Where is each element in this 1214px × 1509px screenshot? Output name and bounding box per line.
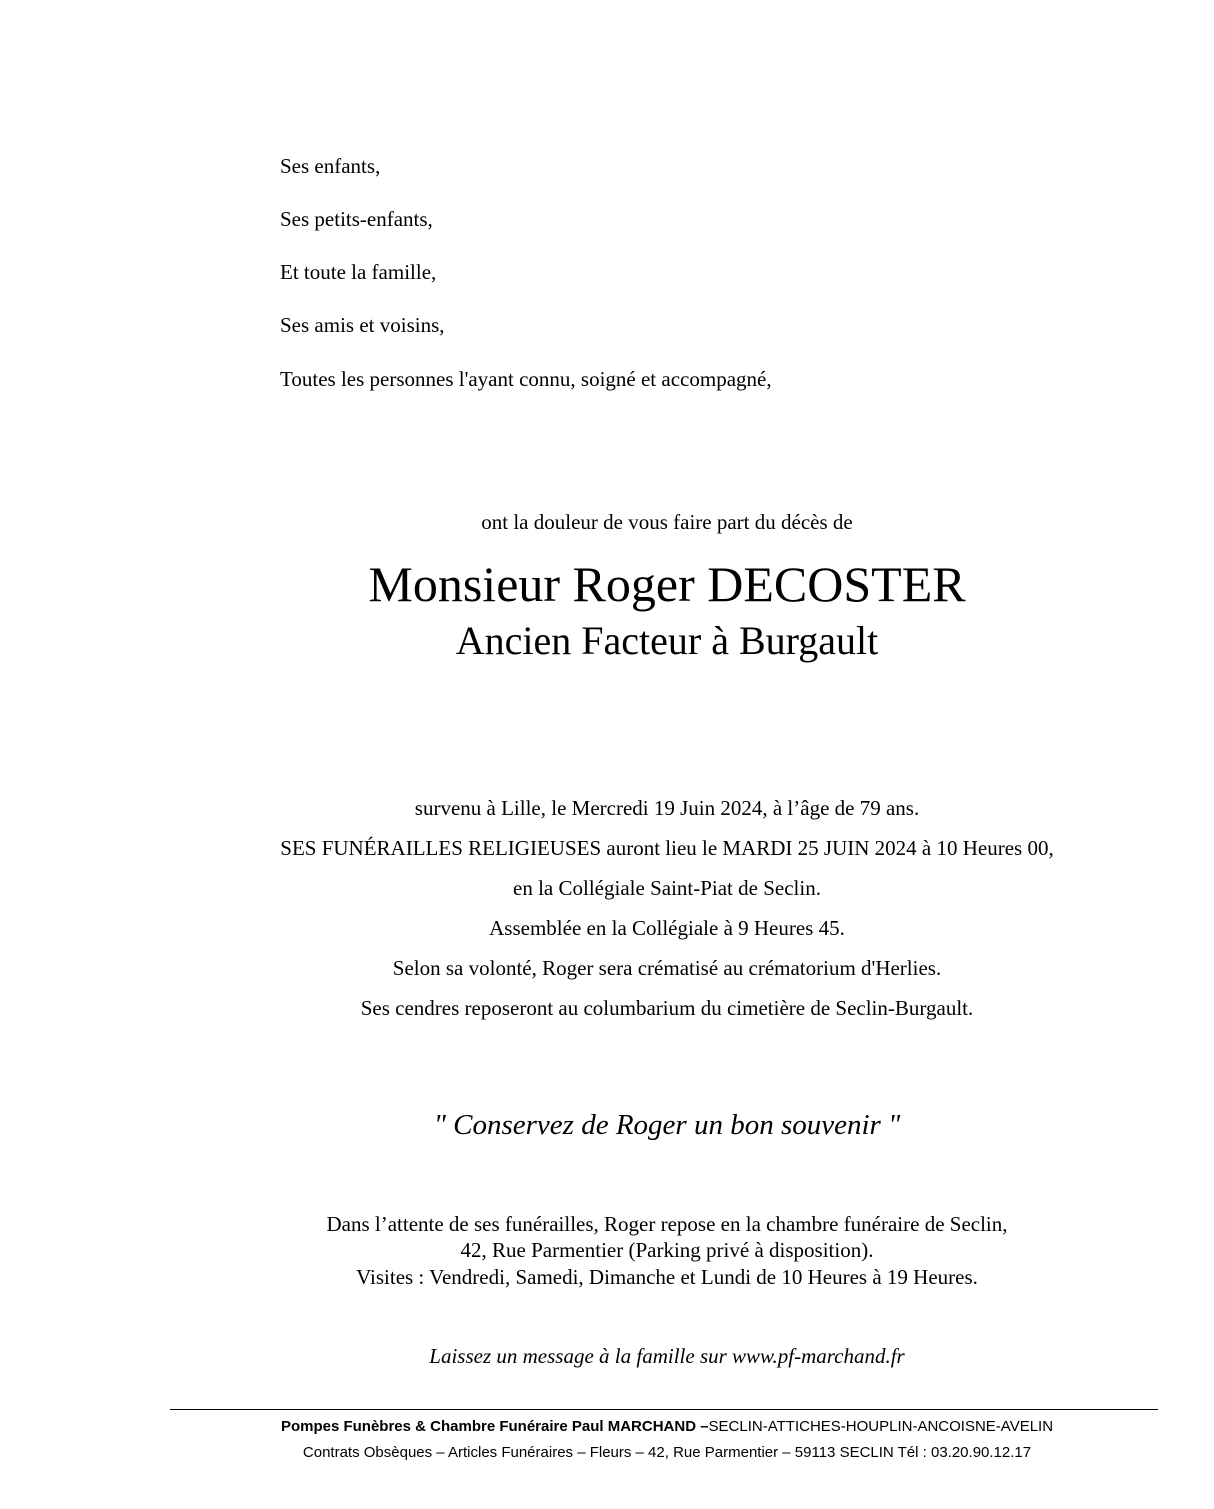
family-line: Ses amis et voisins, xyxy=(280,313,445,337)
footer-company-line xyxy=(0,1418,1214,1435)
family-line: Toutes les personnes l'ayant connu, soigné et accompagné, xyxy=(280,367,772,391)
announcement: ont la douleur de vous faire part du décès de xyxy=(481,510,853,534)
visitation-line: Visites : Vendredi, Samedi, Dimanche et Lundi de 10 Heures à 19 Heures. xyxy=(356,1265,978,1289)
footer-contact: Contrats Obsèques – Articles Funéraires – Fleurs – 42, Rue Parmentier – 59113 SECLIN Tél : 03.20.90.12.17 xyxy=(302,1444,1032,1461)
footer-company: Pompes Funèbres & Chambre Funéraire Paul MARCHAND – xyxy=(280,1418,709,1435)
family-line: Ses petits-enfants, xyxy=(280,207,433,231)
visitation-line: 42, Rue Parmentier (Parking privé à disposition). xyxy=(460,1238,874,1262)
online-message: Laissez un message à la famille sur www.pf-marchand.fr xyxy=(429,1344,905,1368)
deceased-title: Ancien Facteur à Burgault xyxy=(455,618,879,663)
detail-line: Ses cendres reposeront au columbarium du cimetière de Seclin-Burgault. xyxy=(360,996,974,1020)
detail-line: survenu à Lille, le Mercredi 19 Juin 2024, à l’âge de 79 ans. xyxy=(414,796,920,820)
family-line: Ses enfants, xyxy=(280,154,381,178)
family-line: Et toute la famille, xyxy=(280,260,437,284)
detail-line: Assemblée en la Collégiale à 9 Heures 45. xyxy=(489,916,845,940)
visitation-line: Dans l’attente de ses funérailles, Roger repose en la chambre funéraire de Seclin, xyxy=(326,1212,1008,1236)
detail-line: Selon sa volonté, Roger sera crématisé au crématorium d'Herlies. xyxy=(392,956,942,980)
memorial-quote: " Conservez de Roger un bon souvenir " xyxy=(433,1109,901,1141)
footer-locations: SECLIN-ATTICHES-HOUPLIN-ANCOISNE-AVELIN xyxy=(708,1418,1054,1435)
detail-line: SES FUNÉRAILLES RELIGIEUSES auront lieu le MARDI 25 JUIN 2024 à 10 Heures 00, xyxy=(280,836,1054,860)
deceased-name: Monsieur Roger DECOSTER xyxy=(368,556,966,612)
footer-divider xyxy=(170,1409,1158,1410)
detail-line: en la Collégiale Saint-Piat de Seclin. xyxy=(513,876,821,900)
